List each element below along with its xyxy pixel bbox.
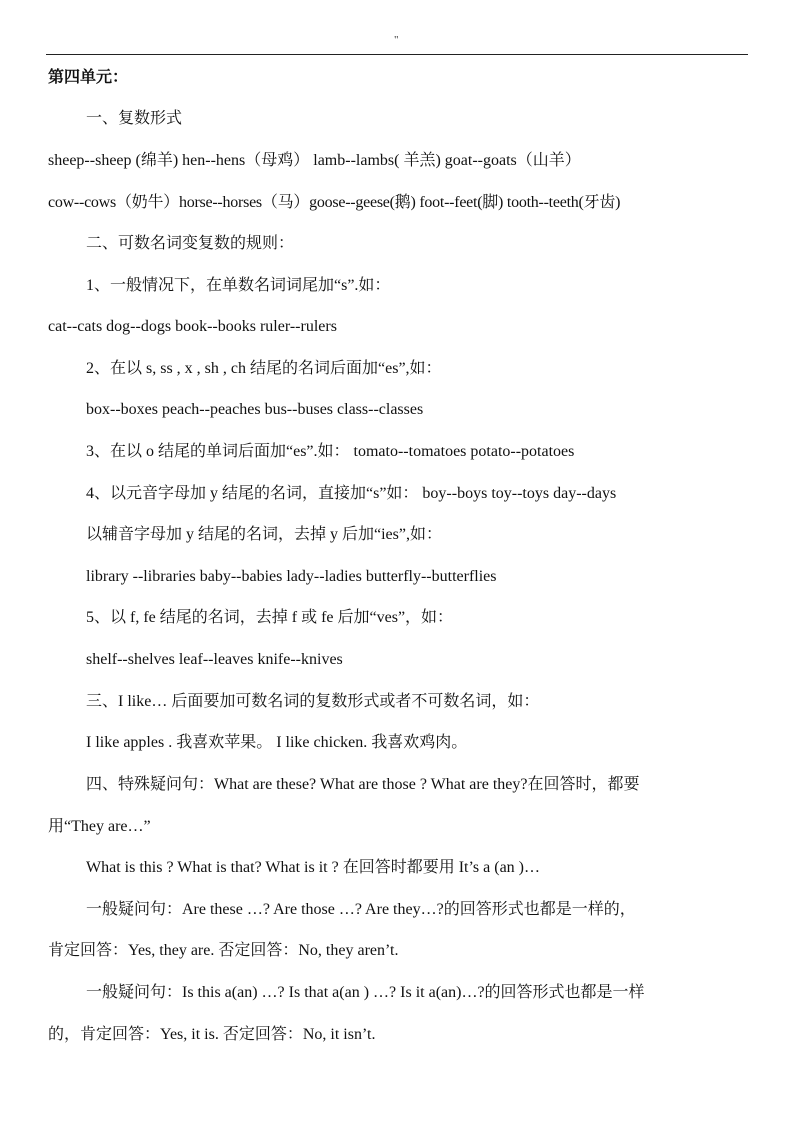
i-like-examples: I like apples . 我喜欢苹果。 I like chicken. 我喜欢鸡肉。	[86, 734, 468, 751]
section-heading-plural-forms: 一、复数形式	[86, 110, 183, 127]
yes-no-questions-singular: 一般疑问句：Is this a(an) …? Is that a(an ) …? Is it a(an)…?的回答形式也都是一样	[86, 984, 645, 1001]
irregular-plurals-line-2: cow--cows（奶牛）horse--horses（马）goose--geese(鹅) foot--feet(脚) tooth--teeth(牙齿)	[48, 194, 621, 211]
plural-answers: 肯定回答：Yes, they are. 否定回答：No, they aren’t.	[48, 942, 399, 959]
rule-2: 2、在以 s, ss , x , sh , ch 结尾的名词后面加“es”,如：	[86, 360, 442, 377]
rule-4-examples: library --libraries baby--babies lady--ladies butterfly--butterflies	[86, 568, 497, 585]
rule-4: 4、以元音字母加 y 结尾的名词，直接加“s”如： boy--boys toy--toys day--days	[86, 485, 617, 502]
rule-2-examples: box--boxes peach--peaches bus--buses class--classes	[86, 401, 424, 418]
rule-1: 1、一般情况下，在单数名词词尾加“s”.如：	[86, 277, 391, 294]
rule-4-consonant: 以辅音字母加 y 结尾的名词，去掉 y 后加“ies”,如：	[86, 526, 442, 543]
singular-questions: What is this ? What is that? What is it ? 在回答时都要用 It’s a (an )…	[86, 859, 540, 876]
special-questions-continued: 用“They are…”	[48, 818, 151, 835]
section-heading-special-questions: 四、特殊疑问句：What are these? What are those ? What are they?在回答时，都要	[86, 776, 640, 793]
rule-3: 3、在以 o 结尾的单词后面加“es”.如： tomato--tomatoes potato--potatoes	[86, 443, 575, 460]
irregular-plurals-line-1: sheep--sheep (绵羊) hen--hens（母鸡） lamb--lambs( 羊羔) goat--goats（山羊）	[48, 152, 581, 169]
yes-no-questions-plural: 一般疑问句：Are these …? Are those …? Are they…?的回答形式也都是一样的，	[86, 901, 636, 918]
header-mark: "	[394, 34, 399, 46]
rule-5: 5、以 f, fe 结尾的名词，去掉 f 或 fe 后加“ves”，如：	[86, 609, 454, 626]
singular-answers: 的，肯定回答：Yes, it is. 否定回答：No, it isn’t.	[48, 1026, 376, 1043]
unit-title: 第四单元：	[48, 69, 129, 86]
section-heading-i-like: 三、I like… 后面要加可数名词的复数形式或者不可数名词，如：	[86, 693, 540, 710]
rule-1-examples: cat--cats dog--dogs book--books ruler--rulers	[48, 318, 337, 335]
rule-5-examples: shelf--shelves leaf--leaves knife--knives	[86, 651, 343, 668]
section-heading-rules: 二、可数名词变复数的规则：	[86, 235, 295, 252]
header-rule	[46, 54, 748, 55]
